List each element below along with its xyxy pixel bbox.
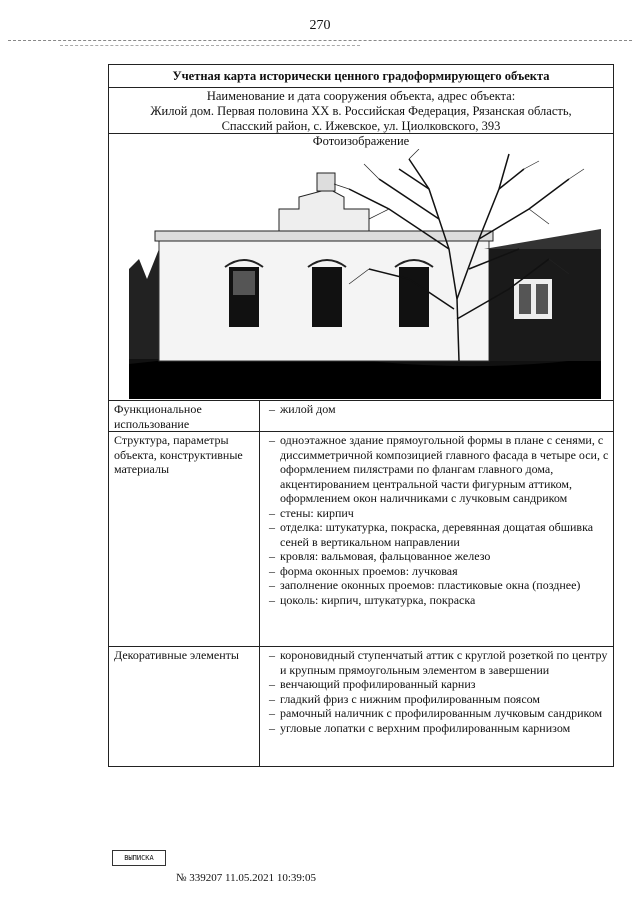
- list-item: – заполнение оконных проемов: пластиковые окна (позднее): [264, 578, 609, 593]
- building-photo: [129, 149, 601, 399]
- object-name-line-2: Спасский район, с. Ижевское, ул. Циолковского, 393: [221, 119, 501, 133]
- row-values-function: [260, 401, 613, 431]
- page-number: 270: [309, 18, 331, 33]
- object-name-heading: Наименование и дата сооружения объекта, адрес объекта:: [206, 89, 516, 103]
- dash-bullet: –: [269, 578, 275, 592]
- row-label-function: Функциональное использование: [109, 401, 260, 431]
- dash-bullet: –: [269, 549, 275, 563]
- list-item: – форма оконных проемов: лучковая: [264, 564, 609, 579]
- list-item: – стены: кирпич: [264, 506, 609, 521]
- list-item: – жилой дом: [264, 402, 609, 417]
- list-item: – кровля: вальмовая, фальцованное железо: [264, 549, 609, 564]
- registry-stamp: ВЫПИСКА: [112, 850, 166, 866]
- attributes-table: [109, 401, 613, 767]
- list-item: – рамочный наличник с профилированным лучковым сандриком: [264, 706, 609, 721]
- photo-block: [109, 134, 613, 401]
- list-item: – гладкий фриз с нижним профилированным поясом: [264, 692, 609, 707]
- header-divider-secondary: [60, 45, 360, 46]
- object-name-block: [109, 88, 613, 134]
- header-divider: [8, 40, 632, 41]
- list-item: – короновидный ступенчатый аттик с круглой розеткой по центру и крупным прямоугольным элементом в завершении: [264, 648, 609, 677]
- dash-bullet: –: [269, 563, 275, 578]
- document-number: № 339207 11.05.2021 10:39:05: [176, 872, 316, 884]
- list-item: – венчающий профилированный карниз: [264, 677, 609, 692]
- list-item: – отделка: штукатурка, покраска, деревянная дощатая обшивка сеней в вертикальном направлении: [264, 520, 609, 549]
- row-values-structure: [260, 432, 613, 646]
- object-name-line-1: Жилой дом. Первая половина XX в. Российская Федерация, Рязанская область,: [150, 104, 572, 118]
- dash-bullet: –: [269, 592, 275, 607]
- registration-card: [108, 64, 614, 767]
- photo-label: Фотоизображение: [312, 134, 410, 148]
- dash-bullet: –: [269, 677, 275, 691]
- dash-bullet: –: [269, 706, 275, 720]
- dash-bullet: –: [269, 505, 275, 520]
- dash-bullet: –: [269, 691, 275, 706]
- dash-bullet: –: [269, 520, 275, 534]
- list-item: – цоколь: кирпич, штукатурка, покраска: [264, 593, 609, 608]
- list-item: – угловые лопатки с верхним профилированным карнизом: [264, 721, 609, 736]
- list-item: – одноэтажное здание прямоугольной формы в плане с сенями, с диссимметричной композицией главного фасада в четыре оси, с оформлением пилястрами по флангам главного дома, акцентированием центральной части фигурным аттиком, оформлением окон наличниками с лучковым сандриком: [264, 433, 609, 506]
- dash-bullet: –: [269, 402, 275, 416]
- row-label-structure: Структура, параметры объекта, конструктивные материалы: [109, 432, 260, 646]
- card-title: Учетная карта исторически ценного градоформирующего объекта: [109, 65, 613, 88]
- table-row: [109, 401, 613, 432]
- dash-bullet: –: [269, 433, 275, 447]
- table-row: [109, 432, 613, 647]
- table-row: [109, 647, 613, 767]
- row-label-decor: Декоративные элементы: [109, 647, 260, 767]
- dash-bullet: –: [269, 720, 275, 735]
- row-values-decor: [260, 647, 613, 767]
- dash-bullet: –: [269, 648, 275, 662]
